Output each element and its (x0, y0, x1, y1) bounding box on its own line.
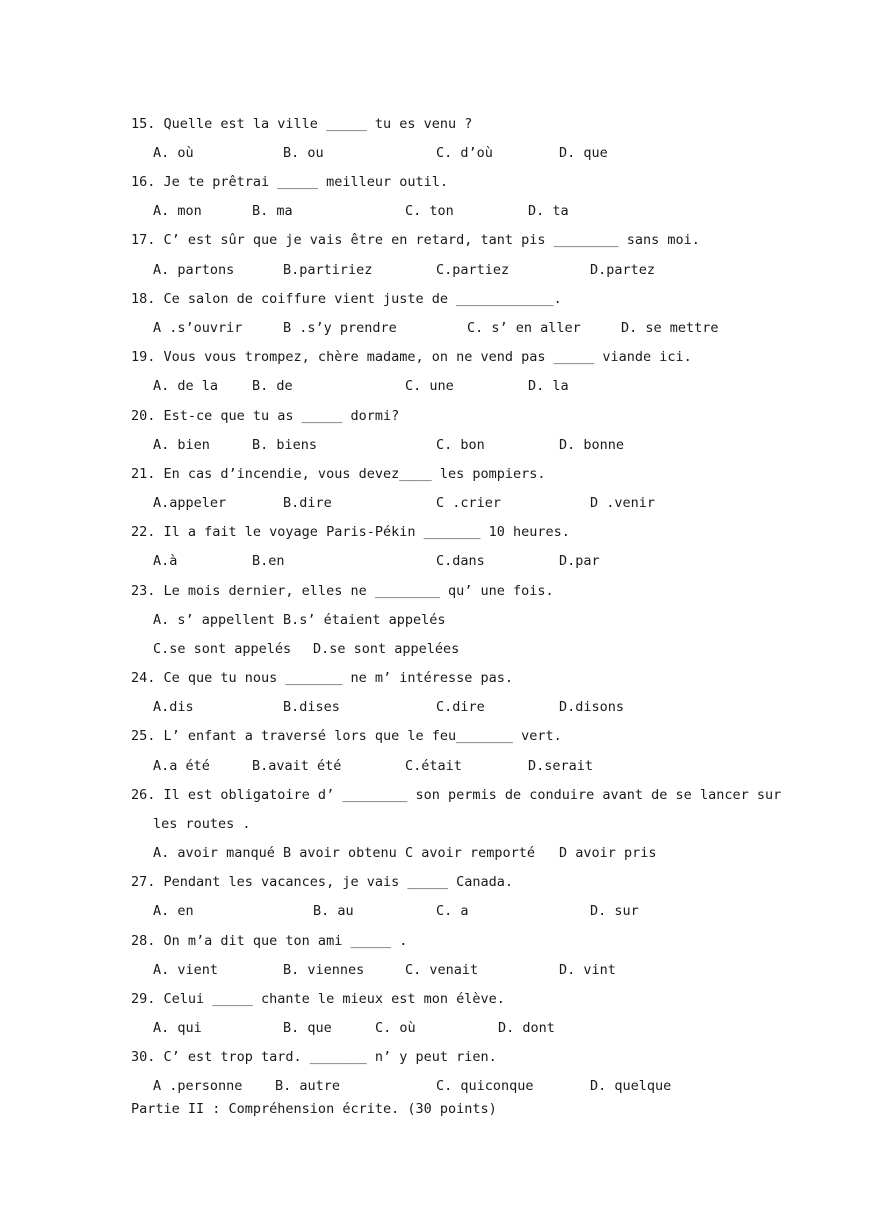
question-25: 25. L’ enfant a traversé lors que le feu_______ vert. (131, 728, 562, 744)
option-26-d: D avoir pris (559, 845, 657, 861)
option-26-a: A. avoir manqué (153, 845, 275, 861)
option-28-b: B. viennes (283, 962, 365, 978)
section-heading: Partie II : Compréhension écrite. (30 points) (131, 1101, 497, 1117)
option-29-a: A. qui (153, 1020, 202, 1036)
option-20-d: D. bonne (559, 437, 625, 453)
option-25-b: B.avait été (252, 758, 342, 774)
option-15-a: A. où (153, 145, 194, 161)
question-15: 15. Quelle est la ville _____ tu es venu ? (131, 116, 473, 132)
option-16-b: B. ma (252, 203, 293, 219)
option-30-b: B. autre (275, 1078, 341, 1094)
option-21-d: D .venir (590, 495, 656, 511)
option-25-c: C.était (405, 758, 462, 774)
question-26-continued: les routes . (153, 816, 251, 832)
question-18: 18. Ce salon de coiffure vient juste de ____________. (131, 291, 562, 307)
option-24-d: D.disons (559, 699, 625, 715)
question-24: 24. Ce que tu nous _______ ne m’ intéresse pas. (131, 670, 514, 686)
option-24-a: A.dis (153, 699, 194, 715)
option-19-d: D. la (528, 378, 569, 394)
option-15-d: D. que (559, 145, 608, 161)
option-20-a: A. bien (153, 437, 210, 453)
option-18-b: B .s’y prendre (283, 320, 397, 336)
question-27: 27. Pendant les vacances, je vais _____ Canada. (131, 874, 514, 890)
option-25-d: D.serait (528, 758, 594, 774)
option-22-c: C.dans (436, 553, 485, 569)
option-17-c: C.partiez (436, 262, 510, 278)
option-18-a: A .s’ouvrir (153, 320, 243, 336)
option-27-c: C. a (436, 903, 469, 919)
option-28-a: A. vient (153, 962, 219, 978)
option-22-d: D.par (559, 553, 600, 569)
option-15-b: B. ou (283, 145, 324, 161)
question-20: 20. Est-ce que tu as _____ dormi? (131, 408, 400, 424)
question-29: 29. Celui _____ chante le mieux est mon élève. (131, 991, 505, 1007)
option-21-b: B.dire (283, 495, 332, 511)
option-30-c: C. quiconque (436, 1078, 534, 1094)
option-23-b: B.s’ étaient appelés (283, 612, 446, 628)
option-17-a: A. partons (153, 262, 235, 278)
option-19-b: B. de (252, 378, 293, 394)
option-23-a: A. s’ appellent (153, 612, 275, 628)
option-26-c: C avoir remporté (405, 845, 536, 861)
option-19-a: A. de la (153, 378, 219, 394)
option-18-c: C. s’ en aller (467, 320, 581, 336)
option-20-b: B. biens (252, 437, 318, 453)
option-27-d: D. sur (590, 903, 639, 919)
option-21-c: C .crier (436, 495, 502, 511)
option-21-a: A.appeler (153, 495, 227, 511)
option-29-b: B. que (283, 1020, 332, 1036)
option-28-d: D. vint (559, 962, 616, 978)
option-24-c: C.dire (436, 699, 485, 715)
option-16-a: A. mon (153, 203, 202, 219)
question-30: 30. C’ est trop tard. _______ n’ y peut rien. (131, 1049, 497, 1065)
option-30-a: A .personne (153, 1078, 243, 1094)
question-23: 23. Le mois dernier, elles ne ________ qu’ une fois. (131, 583, 554, 599)
option-29-d: D. dont (498, 1020, 555, 1036)
question-26: 26. Il est obligatoire d’ ________ son permis de conduire avant de se lancer sur (131, 787, 782, 803)
question-28: 28. On m’a dit que ton ami _____ . (131, 933, 408, 949)
option-26-b: B avoir obtenu (283, 845, 397, 861)
option-22-a: A.à (153, 553, 178, 569)
option-27-a: A. en (153, 903, 194, 919)
option-24-b: B.dises (283, 699, 340, 715)
option-15-c: C. d’où (436, 145, 493, 161)
question-22: 22. Il a fait le voyage Paris-Pékin _______ 10 heures. (131, 524, 570, 540)
option-17-b: B.partiriez (283, 262, 373, 278)
option-28-c: C. venait (405, 962, 479, 978)
option-22-b: B.en (252, 553, 285, 569)
option-16-c: C. ton (405, 203, 454, 219)
option-23-d: D.se sont appelées (313, 641, 460, 657)
option-18-d: D. se mettre (621, 320, 719, 336)
option-30-d: D. quelque (590, 1078, 672, 1094)
option-25-a: A.a été (153, 758, 210, 774)
question-21: 21. En cas d’incendie, vous devez____ les pompiers. (131, 466, 546, 482)
question-19: 19. Vous vous trompez, chère madame, on ne vend pas _____ viande ici. (131, 349, 692, 365)
option-16-d: D. ta (528, 203, 569, 219)
option-20-c: C. bon (436, 437, 485, 453)
option-23-c: C.se sont appelés (153, 641, 292, 657)
option-29-c: C. où (375, 1020, 416, 1036)
option-17-d: D.partez (590, 262, 656, 278)
option-27-b: B. au (313, 903, 354, 919)
option-19-c: C. une (405, 378, 454, 394)
question-16: 16. Je te prêtrai _____ meilleur outil. (131, 174, 448, 190)
question-17: 17. C’ est sûr que je vais être en retard, tant pis ________ sans moi. (131, 232, 700, 248)
